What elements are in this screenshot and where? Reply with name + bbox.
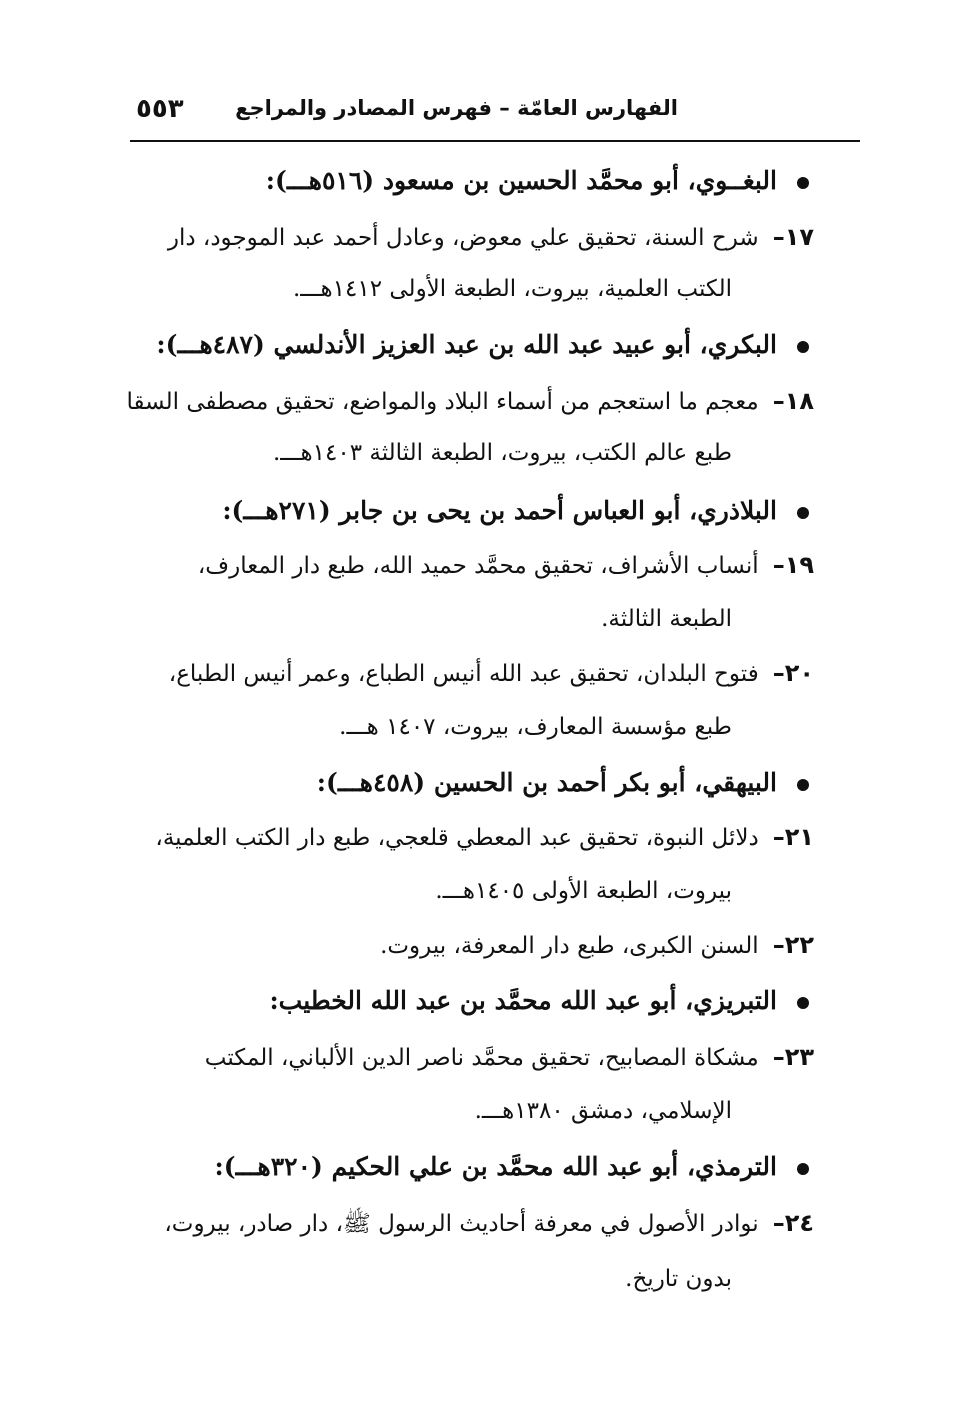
entry-continuation: الكتب العلمية، بيروت، الطبعة الأولى ١٤١٢هـــ. — [293, 276, 732, 302]
entry-number: ٢٤– — [772, 1209, 814, 1237]
entry-line — [155, 820, 814, 855]
entry-number: ١٧– — [772, 223, 814, 251]
author-name: البيهقي، أبو بكر أحمد بن الحسين (٤٥٨هـــ): — [316, 768, 777, 797]
bullet-icon — [797, 1163, 809, 1175]
author-name: الترمذي، أبو عبد الله محمَّد بن علي الحكيم (٣٢٠هـــ): — [214, 1152, 777, 1181]
entry-line — [198, 548, 814, 583]
running-title: الفهارس العامّة – فهرس المصادر والمراجع — [235, 96, 678, 120]
entry-text: أنساب الأشراف، تحقيق محمَّد حميد الله، طبع دار المعارف، — [197, 553, 759, 579]
entry-number: ٢٢– — [772, 931, 814, 959]
bullet-icon — [797, 341, 809, 353]
bullet-icon — [797, 507, 809, 519]
entry-number: ١٨– — [772, 387, 814, 415]
author-heading — [156, 328, 809, 362]
author-name: التبريزي، أبو عبد الله محمَّد بن عبد الله الخطيب: — [269, 986, 777, 1015]
entry-number: ٢١– — [772, 823, 814, 851]
entry-continuation: الإسلامي، دمشق ١٣٨٠هـــ. — [474, 1098, 732, 1124]
author-heading — [222, 494, 809, 528]
entry-line — [169, 656, 814, 691]
page-number: ٥٥٣ — [136, 94, 184, 124]
entry-line — [168, 220, 814, 255]
bullet-icon — [797, 779, 809, 791]
entry-line — [164, 1206, 814, 1241]
author-heading — [215, 1150, 809, 1184]
entry-text: دلائل النبوة، تحقيق عبد المعطي قلعجي، طبع دار الكتب العلمية، — [155, 825, 759, 851]
entry-line — [205, 1040, 814, 1075]
entry-text: السنن الكبرى، طبع دار المعرفة، بيروت. — [380, 933, 759, 959]
author-name: البكري، أبو عبيد عبد الله بن عبد العزيز الأندلسي (٤٨٧هـــ): — [156, 330, 777, 359]
entry-number: ١٩– — [772, 551, 814, 579]
bullet-icon — [797, 997, 809, 1009]
author-heading — [269, 984, 809, 1018]
entry-text: فتوح البلدان، تحقيق عبد الله أنيس الطباع، وعمر أنيس الطباع، — [168, 661, 759, 687]
entry-number: ٢٣– — [772, 1043, 814, 1071]
author-name: البغــوي، أبو محمَّد الحسين بن مسعود (٥١٦هـــ): — [265, 166, 777, 195]
author-heading — [317, 766, 809, 800]
entry-text: شرح السنة، تحقيق علي معوض، وعادل أحمد عبد الموجود، دار — [167, 225, 759, 251]
entry-continuation: طبع مؤسسة المعارف، بيروت، ١٤٠٧ هـــ. — [339, 714, 732, 740]
entry-line — [380, 928, 814, 963]
entry-text: معجم ما استعجم من أسماء البلاد والمواضع، تحقيق مصطفى السقا — [126, 389, 759, 415]
entry-continuation: بدون تاريخ. — [625, 1266, 732, 1292]
entry-continuation: الطبعة الثالثة. — [601, 606, 732, 632]
page-header — [130, 92, 860, 142]
bullet-icon — [797, 177, 809, 189]
author-heading — [266, 164, 809, 198]
entry-continuation: طبع عالم الكتب، بيروت، الطبعة الثالثة ١٤٠٣هـــ. — [273, 440, 732, 466]
entry-text: نوادر الأصول في معرفة أحاديث الرسول ﷺ، دار صادر، بيروت، — [164, 1211, 759, 1237]
entry-continuation: بيروت، الطبعة الأولى ١٤٠٥هـــ. — [435, 878, 732, 904]
author-name: البلاذري، أبو العباس أحمد بن يحى بن جابر (٢٧١هـــ): — [222, 496, 777, 525]
entry-line — [126, 384, 814, 419]
entry-text: مشكاة المصابيح، تحقيق محمَّد ناصر الدين الألباني، المكتب — [204, 1045, 759, 1071]
entry-number: ٢٠– — [772, 659, 814, 687]
